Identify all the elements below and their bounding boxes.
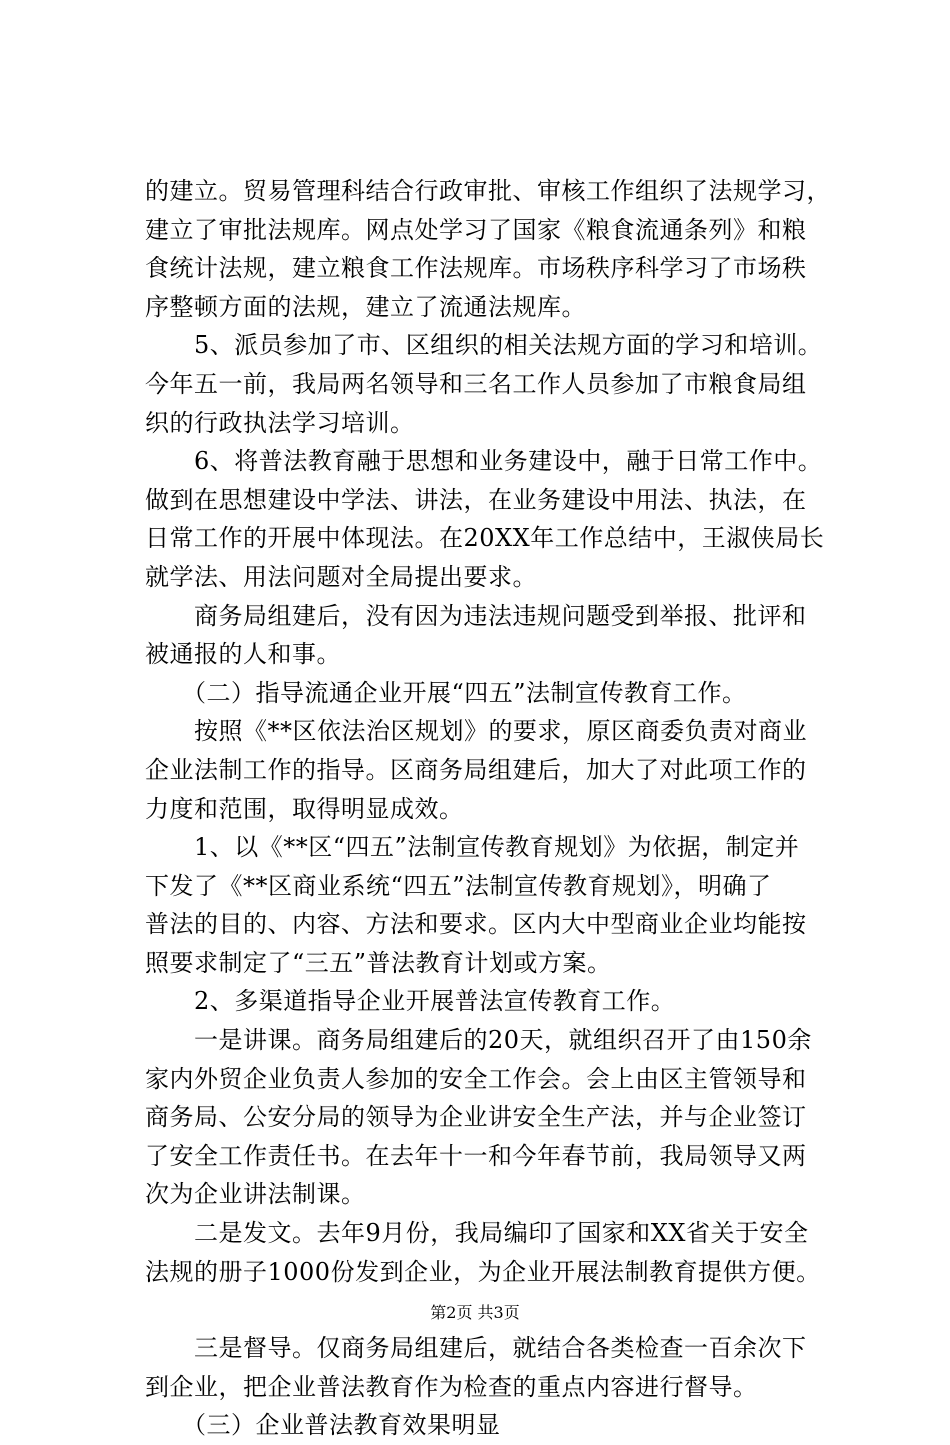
text-line: 就学法、用法问题对全局提出要求。 (145, 562, 537, 591)
text-line: 6、将普法教育融于思想和业务建设中，融于日常工作中。 (145, 447, 823, 476)
text-line: 一是讲课。商务局组建后的20天，就组织召开了由150余 (145, 1026, 812, 1055)
text-line: 食统计法规，建立粮食工作法规库。市场秩序科学习了市场秩 (145, 254, 807, 283)
text-line: 法规的册子1000份发到企业，为企业开展法制教育提供方便。 (145, 1257, 821, 1286)
text-line: 1、以《**区“四五”法制宣传教育规划》为依据，制定并 (145, 833, 800, 862)
text-line: 被通报的人和事。 (145, 640, 341, 669)
document-body (145, 172, 835, 1445)
text-line: 普法的目的、内容、方法和要求。区内大中型商业企业均能按 (145, 910, 807, 939)
text-line: 织的行政执法学习培训。 (145, 408, 415, 437)
text-line: 照要求制定了“三五”普法教育计划或方案。 (145, 948, 612, 977)
text-line: 商务局组建后，没有因为违法违规问题受到举报、批评和 (145, 601, 807, 630)
text-line: 了安全工作责任书。在去年十一和今年春节前，我局领导又两 (145, 1141, 807, 1170)
section-heading: （二）指导流通企业开展“四五”法制宣传教育工作。 (145, 678, 747, 707)
text-line: 的建立。贸易管理科结合行政审批、审核工作组织了法规学习， (145, 177, 831, 205)
text-line: 按照《**区依法治区规划》的要求，原区商委负责对商业 (145, 717, 807, 746)
text-line: 力度和范围，取得明显成效。 (145, 794, 464, 823)
section-heading: （三）企业普法教育效果明显 (145, 1411, 501, 1440)
page-number: 第2页 共3页 (430, 1303, 520, 1322)
text-line: 家内外贸企业负责人参加的安全工作会。会上由区主管领导和 (145, 1064, 807, 1093)
text-line: 商务局、公安分局的领导为企业讲安全生产法，并与企业签订 (145, 1103, 807, 1132)
text-line: 2、多渠道指导企业开展普法宣传教育工作。 (145, 987, 676, 1016)
text-line: 序整顿方面的法规，建立了流通法规库。 (145, 292, 586, 321)
text-line: 下发了《**区商业系统“四五”法制宣传教育规划》，明确了 (145, 871, 772, 900)
text-line: 次为企业讲法制课。 (145, 1180, 366, 1209)
text-line: 日常工作的开展中体现法。在20XX年工作总结中，王淑侠局长 (145, 524, 825, 553)
text-line: 企业法制工作的指导。区商务局组建后，加大了对此项工作的 (145, 755, 807, 784)
text-line: 5、派员参加了市、区组织的相关法规方面的学习和培训。 (145, 331, 823, 360)
text-line: 三是督导。仅商务局组建后，就结合各类检查一百余次下 (145, 1334, 807, 1363)
page-footer (0, 1303, 950, 1323)
text-line: 建立了审批法规库。网点处学习了国家《粮食流通条列》和粮 (145, 215, 807, 244)
text-line: 二是发文。去年9月份，我局编印了国家和XX省关于安全 (145, 1219, 809, 1248)
text-line: 做到在思想建设中学法、讲法，在业务建设中用法、执法，在 (145, 485, 807, 514)
text-line: 今年五一前，我局两名领导和三名工作人员参加了市粮食局组 (145, 369, 807, 398)
text-line: 到企业，把企业普法教育作为检查的重点内容进行督导。 (145, 1372, 758, 1401)
